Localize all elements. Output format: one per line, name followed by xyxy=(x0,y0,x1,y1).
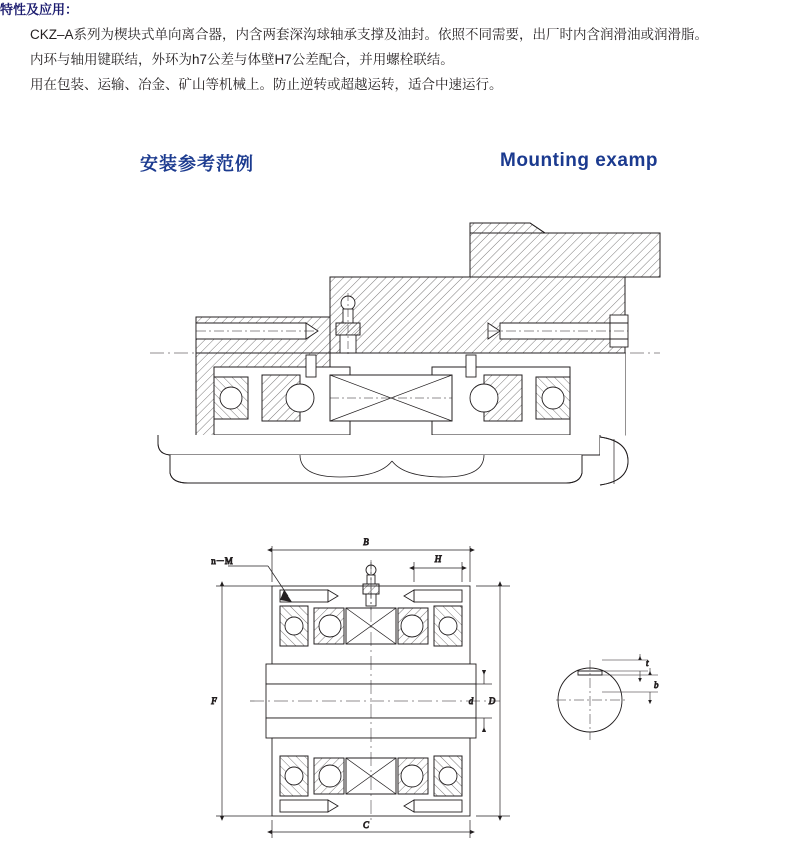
dimension-figure xyxy=(0,520,800,847)
keyway-section xyxy=(556,654,659,740)
text-block xyxy=(0,0,800,97)
paragraph-2: 内环与轴用键联结，外环为h7公差与体壁H7公差配合，并用螺栓联结。 xyxy=(30,52,454,67)
dimension-label-C: C xyxy=(362,820,370,830)
dimension-label-b: b xyxy=(654,680,659,690)
dimension-label-F: F xyxy=(211,696,217,706)
bolt-left xyxy=(196,323,318,339)
dimension-label-n-M: n－M xyxy=(211,556,233,566)
subheading-english: Mounting examp xyxy=(500,150,658,171)
upper-block xyxy=(470,223,660,277)
paragraph-3: 用在包装、运输、冶金、矿山等机械上。防止逆转或超越运转，适合中速运行。 xyxy=(30,77,503,92)
dimension-label-H: H xyxy=(434,554,442,564)
dimension-label-B: B xyxy=(363,537,369,547)
paragraph-1: CKZ–A系列为楔块式单向离合器，内含两套深沟球轴承支撑及油封。依照不同需要，出厂时内含润滑油或润滑脂。 xyxy=(30,27,709,42)
dimension-label-t: t xyxy=(646,658,649,668)
dimension-label-D: D xyxy=(488,696,496,706)
subheading-chinese: 安装参考范例 xyxy=(140,154,254,174)
dimension-label-d: d xyxy=(468,696,474,706)
section-heading: 特性及应用： xyxy=(0,2,79,17)
shaft xyxy=(158,435,628,485)
subheading-row xyxy=(0,150,800,180)
mounting-example-figure xyxy=(0,205,800,505)
